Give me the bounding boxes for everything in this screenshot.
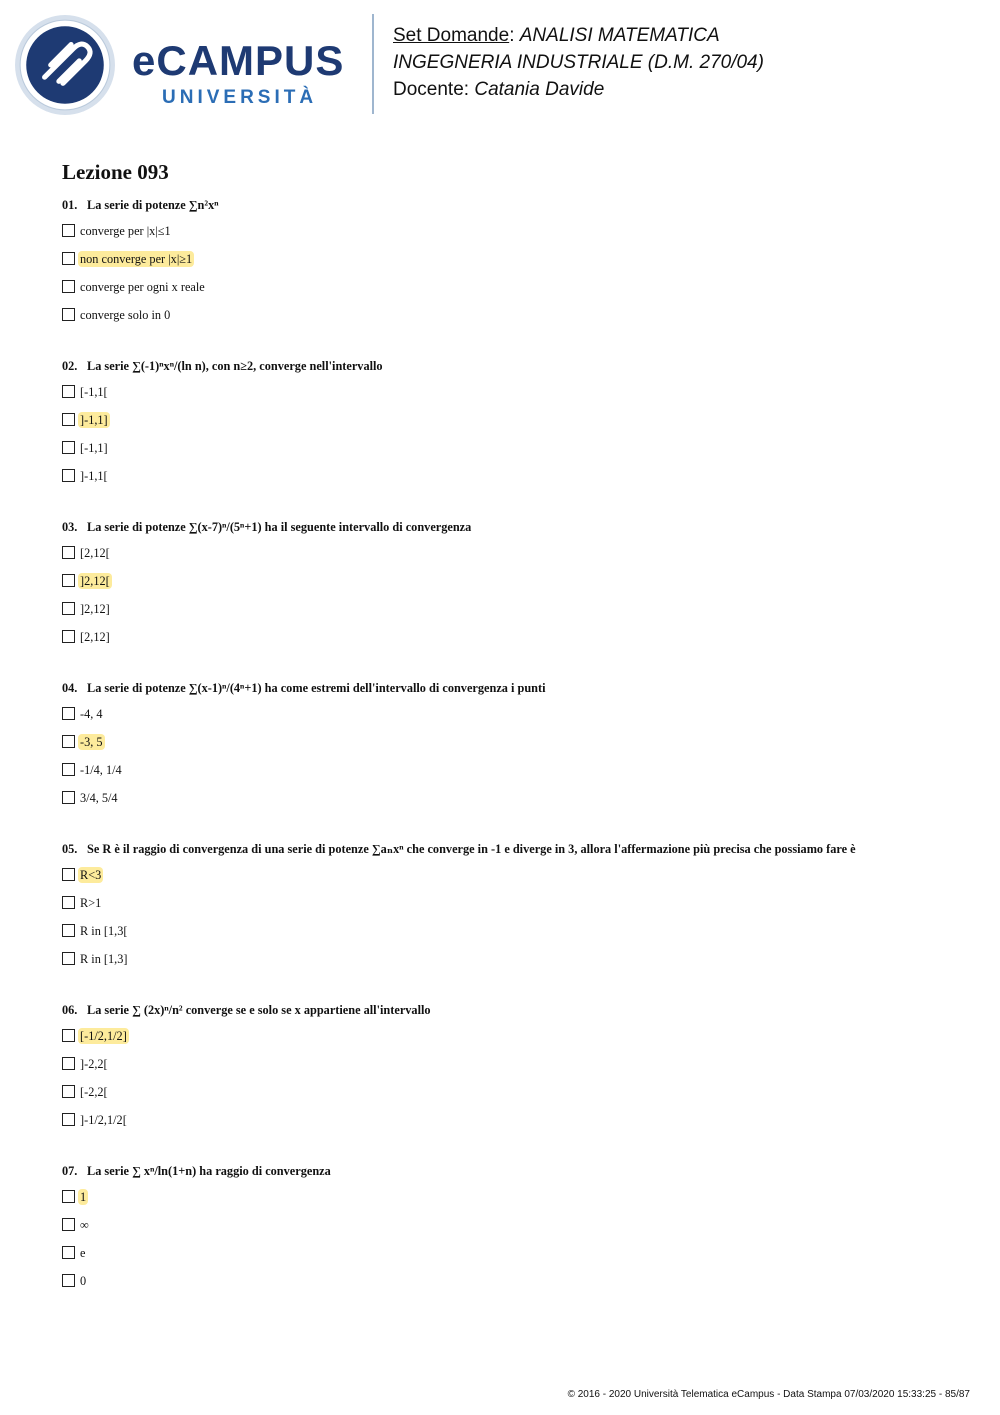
answer-checkbox[interactable]	[62, 924, 75, 937]
answer-option[interactable]	[62, 762, 962, 790]
answer-options	[62, 545, 962, 657]
answer-label: converge per ogni x reale	[80, 280, 205, 294]
answer-option[interactable]	[62, 1028, 962, 1056]
lesson-title: Lezione 093	[62, 160, 169, 184]
answer-options	[62, 1028, 962, 1140]
answer-checkbox[interactable]	[62, 630, 75, 643]
answer-checkbox[interactable]	[62, 385, 75, 398]
answer-label-highlighted: R<3	[80, 868, 102, 882]
answer-label: e	[80, 1246, 86, 1260]
answer-checkbox[interactable]	[62, 868, 75, 881]
ecampus-logo-icon	[14, 14, 116, 116]
question-text	[62, 680, 962, 696]
answer-option[interactable]	[62, 1112, 962, 1140]
teacher-line: Docente: Catania Davide	[393, 79, 605, 100]
answer-option[interactable]	[62, 412, 962, 440]
answer-option[interactable]	[62, 706, 962, 734]
answer-checkbox[interactable]	[62, 1246, 75, 1259]
question-7	[62, 1163, 962, 1301]
answer-options	[62, 1189, 962, 1301]
answer-checkbox[interactable]	[62, 252, 75, 265]
teacher-label: Docente	[393, 79, 464, 100]
question-prompt: Se R è il raggio di convergenza di una serie di potenze ∑aₙxⁿ che converge in -1 e diverge in 3, allora l'affermazione più precisa che possiamo fare è	[87, 842, 856, 856]
answer-option[interactable]	[62, 629, 962, 657]
answer-checkbox[interactable]	[62, 896, 75, 909]
answer-checkbox[interactable]	[62, 763, 75, 776]
logo-wordmark: eCAMPUS	[132, 37, 345, 84]
answer-option[interactable]	[62, 573, 962, 601]
question-number: 07.	[62, 1164, 78, 1178]
question-number: 05.	[62, 842, 78, 856]
answer-options	[62, 867, 962, 979]
answer-option[interactable]	[62, 1084, 962, 1112]
answer-label-highlighted: [-1/2,1/2]	[80, 1029, 127, 1043]
course-line-1: Set Domande: ANALISI MATEMATICA	[393, 25, 720, 46]
answer-label: 0	[80, 1274, 87, 1288]
answer-option[interactable]	[62, 923, 962, 951]
answer-options	[62, 384, 962, 496]
answer-label-highlighted: -3, 5	[80, 735, 103, 749]
page-header	[0, 0, 1000, 125]
answer-label-highlighted: ]2,12[	[80, 574, 110, 588]
answer-checkbox[interactable]	[62, 280, 75, 293]
answer-option[interactable]	[62, 1217, 962, 1245]
question-text	[62, 519, 962, 535]
answer-option[interactable]	[62, 468, 962, 496]
page-footer: © 2016 - 2020 Università Telematica eCampus - Data Stampa 07/03/2020 15:33:25 - 85/87	[567, 1389, 970, 1400]
answer-checkbox[interactable]	[62, 546, 75, 559]
question-5	[62, 841, 962, 979]
question-text	[62, 1163, 962, 1179]
header-divider	[372, 14, 374, 114]
answer-label: R>1	[80, 896, 102, 910]
course-name: ANALISI MATEMATICA	[519, 25, 720, 46]
answer-label: [-1,1]	[80, 441, 108, 455]
answer-checkbox[interactable]	[62, 574, 75, 587]
answer-checkbox[interactable]	[62, 413, 75, 426]
question-number: 06.	[62, 1003, 78, 1017]
answer-option[interactable]	[62, 545, 962, 573]
answer-label: ]-1,1[	[80, 469, 108, 483]
answer-label-highlighted: 1	[80, 1190, 87, 1204]
answer-options	[62, 706, 962, 818]
answer-checkbox[interactable]	[62, 791, 75, 804]
answer-label: ]-1/2,1/2[	[80, 1113, 127, 1127]
question-number: 03.	[62, 520, 78, 534]
answer-label: ]-2,2[	[80, 1057, 108, 1071]
question-prompt: La serie ∑ xⁿ/ln(1+n) ha raggio di convergenza	[87, 1164, 331, 1178]
answer-option[interactable]	[62, 734, 962, 762]
answer-checkbox[interactable]	[62, 1113, 75, 1126]
question-number: 02.	[62, 359, 78, 373]
question-3	[62, 519, 962, 657]
answer-label: ∞	[80, 1218, 89, 1232]
answer-checkbox[interactable]	[62, 707, 75, 720]
answer-label: converge solo in 0	[80, 308, 171, 322]
answer-checkbox[interactable]	[62, 952, 75, 965]
answer-label: R in [1,3]	[80, 952, 128, 966]
answer-option[interactable]	[62, 895, 962, 923]
answer-label: -4, 4	[80, 707, 103, 721]
question-prompt: La serie di potenze ∑(x-1)ⁿ/(4ⁿ+1) ha come estremi dell'intervallo di convergenza i punti	[87, 681, 546, 695]
answer-option[interactable]	[62, 1245, 962, 1273]
question-list	[62, 197, 962, 1324]
answer-label: converge per |x|≤1	[80, 224, 171, 238]
answer-label: [2,12[	[80, 546, 110, 560]
answer-option[interactable]	[62, 251, 962, 279]
answer-option[interactable]	[62, 223, 962, 251]
answer-checkbox[interactable]	[62, 469, 75, 482]
answer-label: [-1,1[	[80, 385, 108, 399]
answer-checkbox[interactable]	[62, 602, 75, 615]
answer-checkbox[interactable]	[62, 1057, 75, 1070]
question-number: 04.	[62, 681, 78, 695]
answer-option[interactable]	[62, 384, 962, 412]
answer-option[interactable]	[62, 1273, 962, 1301]
question-6	[62, 1002, 962, 1140]
question-text	[62, 841, 962, 857]
answer-option[interactable]	[62, 440, 962, 468]
question-1	[62, 197, 962, 335]
answer-label: R in [1,3[	[80, 924, 128, 938]
answer-option[interactable]	[62, 307, 962, 335]
answer-label-highlighted: non converge per |x|≥1	[80, 252, 193, 266]
question-2	[62, 358, 962, 496]
answer-label: [-2,2[	[80, 1085, 108, 1099]
answer-label: 3/4, 5/4	[80, 791, 118, 805]
question-number: 01.	[62, 198, 78, 212]
answer-checkbox[interactable]	[62, 1190, 75, 1203]
question-text	[62, 197, 962, 213]
answer-option[interactable]	[62, 1056, 962, 1084]
question-prompt: La serie ∑(-1)ⁿxⁿ/(ln n), con n≥2, converge nell'intervallo	[87, 359, 383, 373]
answer-option[interactable]	[62, 951, 962, 979]
answer-option[interactable]	[62, 279, 962, 307]
course-line-2: INGEGNERIA INDUSTRIALE (D.M. 270/04)	[393, 52, 764, 73]
answer-label-highlighted: ]-1,1]	[80, 413, 108, 427]
answer-option[interactable]	[62, 867, 962, 895]
answer-checkbox[interactable]	[62, 224, 75, 237]
answer-label: -1/4, 1/4	[80, 763, 122, 777]
answer-checkbox[interactable]	[62, 1274, 75, 1287]
question-text	[62, 1002, 962, 1018]
answer-option[interactable]	[62, 601, 962, 629]
course-info	[393, 22, 764, 103]
answer-option[interactable]	[62, 1189, 962, 1217]
question-prompt: La serie di potenze ∑n²xⁿ	[87, 198, 219, 212]
answer-checkbox[interactable]	[62, 308, 75, 321]
answer-checkbox[interactable]	[62, 441, 75, 454]
answer-checkbox[interactable]	[62, 1029, 75, 1042]
logo-subtitle: UNIVERSITÀ	[162, 87, 318, 108]
answer-checkbox[interactable]	[62, 735, 75, 748]
question-prompt: La serie ∑ (2x)ⁿ/n² converge se e solo se x appartiene all'intervallo	[87, 1003, 431, 1017]
answer-options	[62, 223, 962, 335]
teacher-name: Catania Davide	[474, 79, 605, 100]
answer-label: [2,12]	[80, 630, 110, 644]
answer-checkbox[interactable]	[62, 1085, 75, 1098]
question-prompt: La serie di potenze ∑(x-7)ⁿ/(5ⁿ+1) ha il seguente intervallo di convergenza	[87, 520, 472, 534]
answer-option[interactable]	[62, 790, 962, 818]
answer-checkbox[interactable]	[62, 1218, 75, 1231]
set-label: Set Domande	[393, 25, 510, 46]
question-text	[62, 358, 962, 374]
answer-label: ]2,12]	[80, 602, 110, 616]
question-4	[62, 680, 962, 818]
